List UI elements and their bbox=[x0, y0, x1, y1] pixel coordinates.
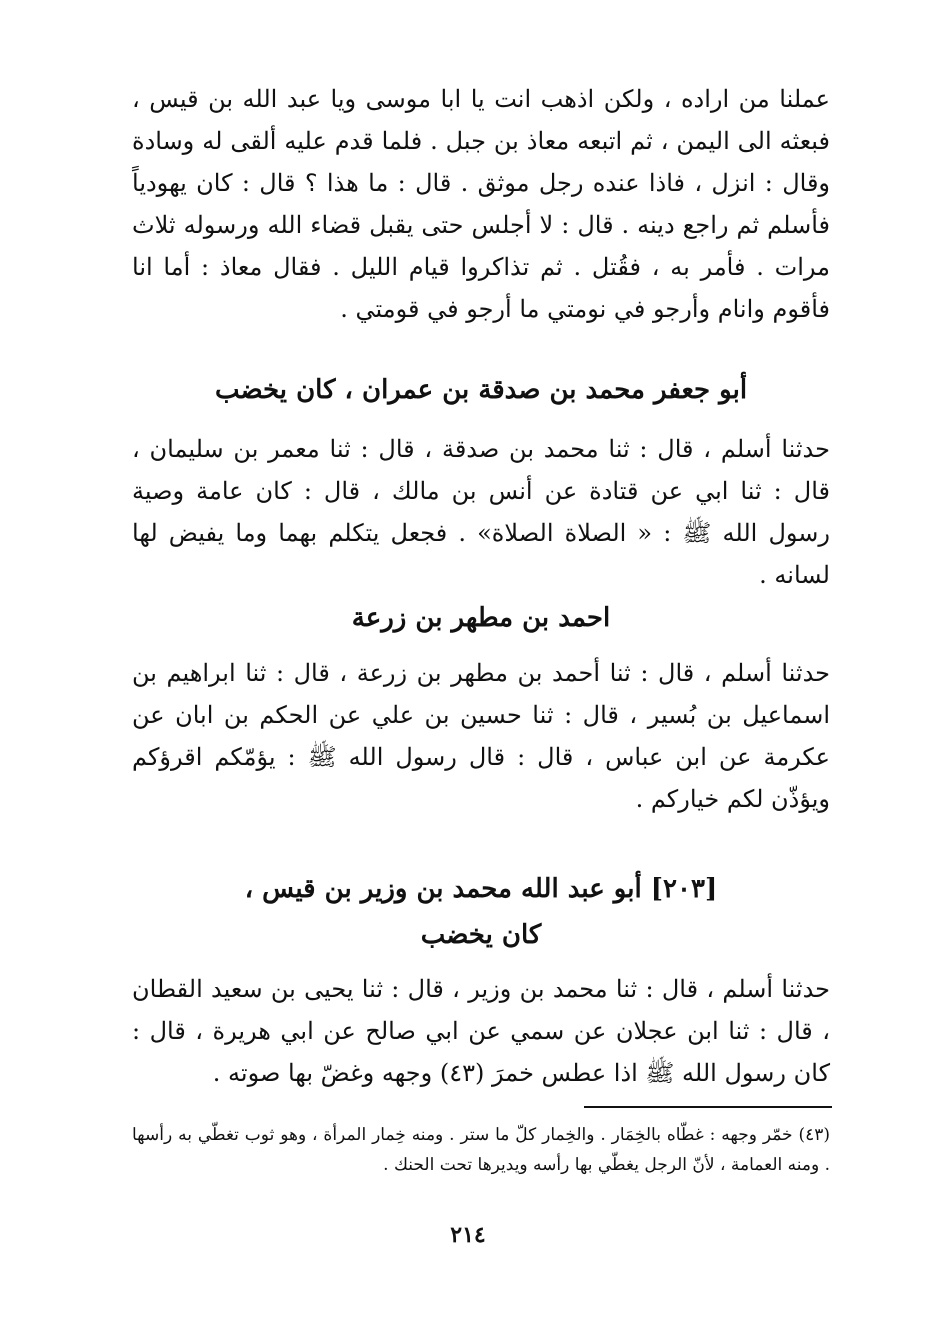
section-1-heading: أبو جعفر محمد بن صدقة بن عمران ، كان يخضب bbox=[214, 375, 748, 405]
section-2-body bbox=[132, 652, 830, 820]
footnote-divider bbox=[584, 1106, 832, 1108]
section-2-heading: احمد بن مطهر بن زرعة bbox=[351, 603, 611, 633]
footnote: (٤٣) خمّر وجهه : غطّاه بالخِمَار . والخِمار كلّ ما ستر . ومنه خِمار المرأة ، وهو ثوب تغطّي به رأسها . ومنه العمامة ، لأنّ الرجل يغطّي بها رأسه ويديرها تحت الحنك . bbox=[132, 1125, 830, 1175]
section-1 bbox=[132, 370, 830, 410]
section-3-text: حدثنا أسلم ، قال : ثنا محمد بن وزير ، قال : ثنا يحيى بن سعيد القطان ، قال : ثنا ابن عجلان عن سمي عن ابي صالح عن ابي هريرة ، قال : كان رسول الله ﷺ اذا عطس خمرَ (٤٣) وجهه وغضّ بها صوته . bbox=[132, 975, 830, 1087]
section-1-text: حدثنا أسلم ، قال : ثنا محمد بن صدقة ، قال : ثنا معمر بن سليمان ، قال : ثنا ابي عن قتادة عن أنس بن مالك ، قال : كان عامة وصية رسول الله ﷺ : « الصلاة الصلاة» . فجعل يتكلم بهما وما يفيض لها لسانه . bbox=[132, 435, 830, 589]
section-3 bbox=[132, 866, 830, 958]
page-number: ٢١٤ bbox=[450, 1222, 486, 1248]
intro-paragraph: عملنا من اراده ، ولكن اذهب انت يا ابا موسى ويا عبد الله بن قيس ، فبعثه الى اليمن ، ثم اتبعه معاذ بن جبل . فلما قدم عليه ألقى له وسادة وقال : انزل ، فاذا عنده رجل موثق . قال : ما هذا ؟ قال : كان يهودياً فأسلم ثم راجع دينه . قال : لا أجلس حتى يقبل قضاء الله ورسوله ثلاث مرات . فأمر به ، فقُتل . ثم تذاكروا قيام الليل . فقال معاذ : أما انا فأقوم وانام وأرجو في نومتي ما أرجو في قومتي . bbox=[132, 85, 831, 323]
section-3-heading-line2: كان يخضب bbox=[420, 920, 542, 950]
section-1-body bbox=[132, 428, 830, 596]
section-2-text: حدثنا أسلم ، قال : ثنا أحمد بن مطهر بن زرعة ، قال : ثنا ابراهيم بن اسماعيل بن بُسير ، قال : ثنا حسين بن علي عن الحكم بن ابان عن عكرمة عن ابن عباس ، قال : قال رسول الله ﷺ : يؤمّكم اقرؤكم ويؤذّن لكم خياركم . bbox=[132, 659, 830, 813]
section-3-body bbox=[132, 968, 830, 1094]
intro-block bbox=[132, 78, 830, 330]
section-2 bbox=[132, 598, 830, 638]
section-3-heading-line1: [٢٠٣] أبو عبد الله محمد بن وزير بن قيس ، bbox=[244, 874, 718, 904]
